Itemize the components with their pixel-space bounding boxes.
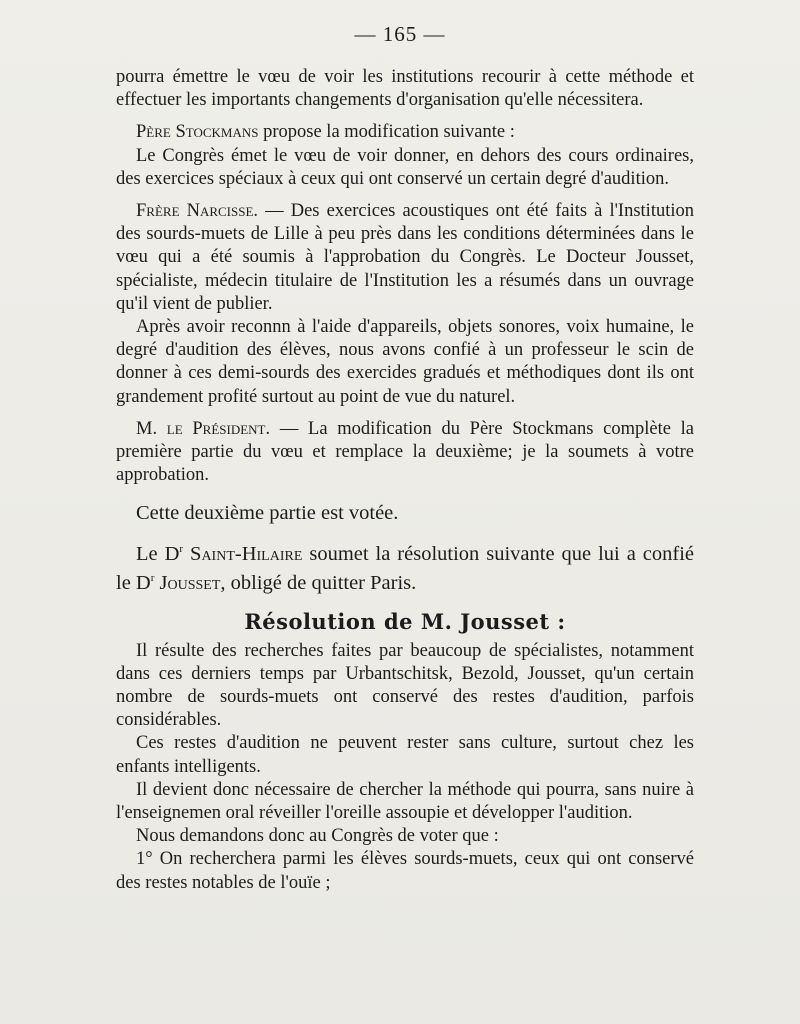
resolution-paragraph-5: 1° On recherchera parmi les élèves sourds-muets, ceux qui ont conservé des restes notables de l'ouïe ;: [116, 849, 694, 893]
paragraph-text: — La modification du Père Stockmans complète la première partie du vœu et remplace la deuxième; je la soumets à votre approbation.: [116, 418, 694, 486]
section-heading: Résolution de M. Jousset :: [244, 609, 566, 635]
paragraph-5: Après avoir reconnn à l'aide d'appareils, objets sonores, voix humaine, le degré d'audition des élèves, nous avons confié à un professeur le scin de donner à ces demi-sourds des exercides gradués et méthodiques dont ils ont grandement profité surtout au point de vue du naturel.: [116, 317, 694, 407]
page-number: — 165 —: [354, 22, 446, 46]
resolution-paragraph-3: Il devient donc nécessaire de chercher la méthode qui pourra, sans nuire à l'enseignemen oral réveiller l'oreille assoupie et développer l'audition.: [116, 779, 694, 824]
paragraph-4: [116, 200, 694, 316]
text-fragment: Le D: [136, 543, 180, 566]
paragraph-7: Cette deuxième partie est votée.: [136, 502, 399, 525]
superscript: r: [179, 543, 184, 556]
speaker-name: M. le Président.: [136, 418, 271, 439]
speaker-name: Père Stockmans: [136, 122, 259, 143]
superscript: r: [150, 572, 155, 585]
paragraph-8: [116, 540, 694, 598]
resolution-paragraph-2: Ces restes d'audition ne peuvent rester sans culture, surtout chez les enfants intelligents.: [116, 733, 694, 777]
speaker-name: Frère Narcisse.: [136, 201, 259, 222]
paragraph-6: [116, 418, 694, 488]
paragraph-1: pourra émettre le vœu de voir les institutions recourir à cette méthode et effectuer les importants changements d'organisation qu'elle nécessitera.: [116, 67, 694, 111]
paragraph-text: propose la modification suivante :: [258, 122, 515, 143]
text-fragment: soumet la résolution suivante que lui a confié le D: [116, 543, 694, 595]
resolution-paragraph-1: Il résulte des recherches faites par beaucoup de spécialistes, notamment dans ces derniers temps par Urbantschitsk, Bezold, Jousset, qu'un certain nombre de sourds-muets ont conservé des restes d'audition, parfois considérables.: [116, 640, 694, 731]
resolution-paragraph-4: Nous demandons donc au Congrès de voter que :: [136, 826, 499, 847]
body-text: [116, 66, 694, 895]
paragraph-text: — Des exercices acoustiques ont été faits à l'Institution des sourds-muets de Lille à peu près dans les conditions déterminées dans le vœu qui a été soumis à l'approbation du Congrès. Le Docteur Jousset, spécialiste, médecin titulaire de l'Institution les a résumés dans un ouvrage qu'il vient de publier.: [116, 201, 694, 314]
text-fragment: , obligé de quitter Paris.: [220, 572, 417, 595]
person-name: Saint-Hilaire: [183, 543, 303, 566]
paragraph-3: Le Congrès émet le vœu de voir donner, en dehors des cours ordinaires, des exercices spéciaux à ceux qui ont conservé un certain degré d'audition.: [116, 145, 694, 189]
person-name: Jousset: [154, 572, 221, 595]
paragraph-2: [116, 121, 694, 144]
